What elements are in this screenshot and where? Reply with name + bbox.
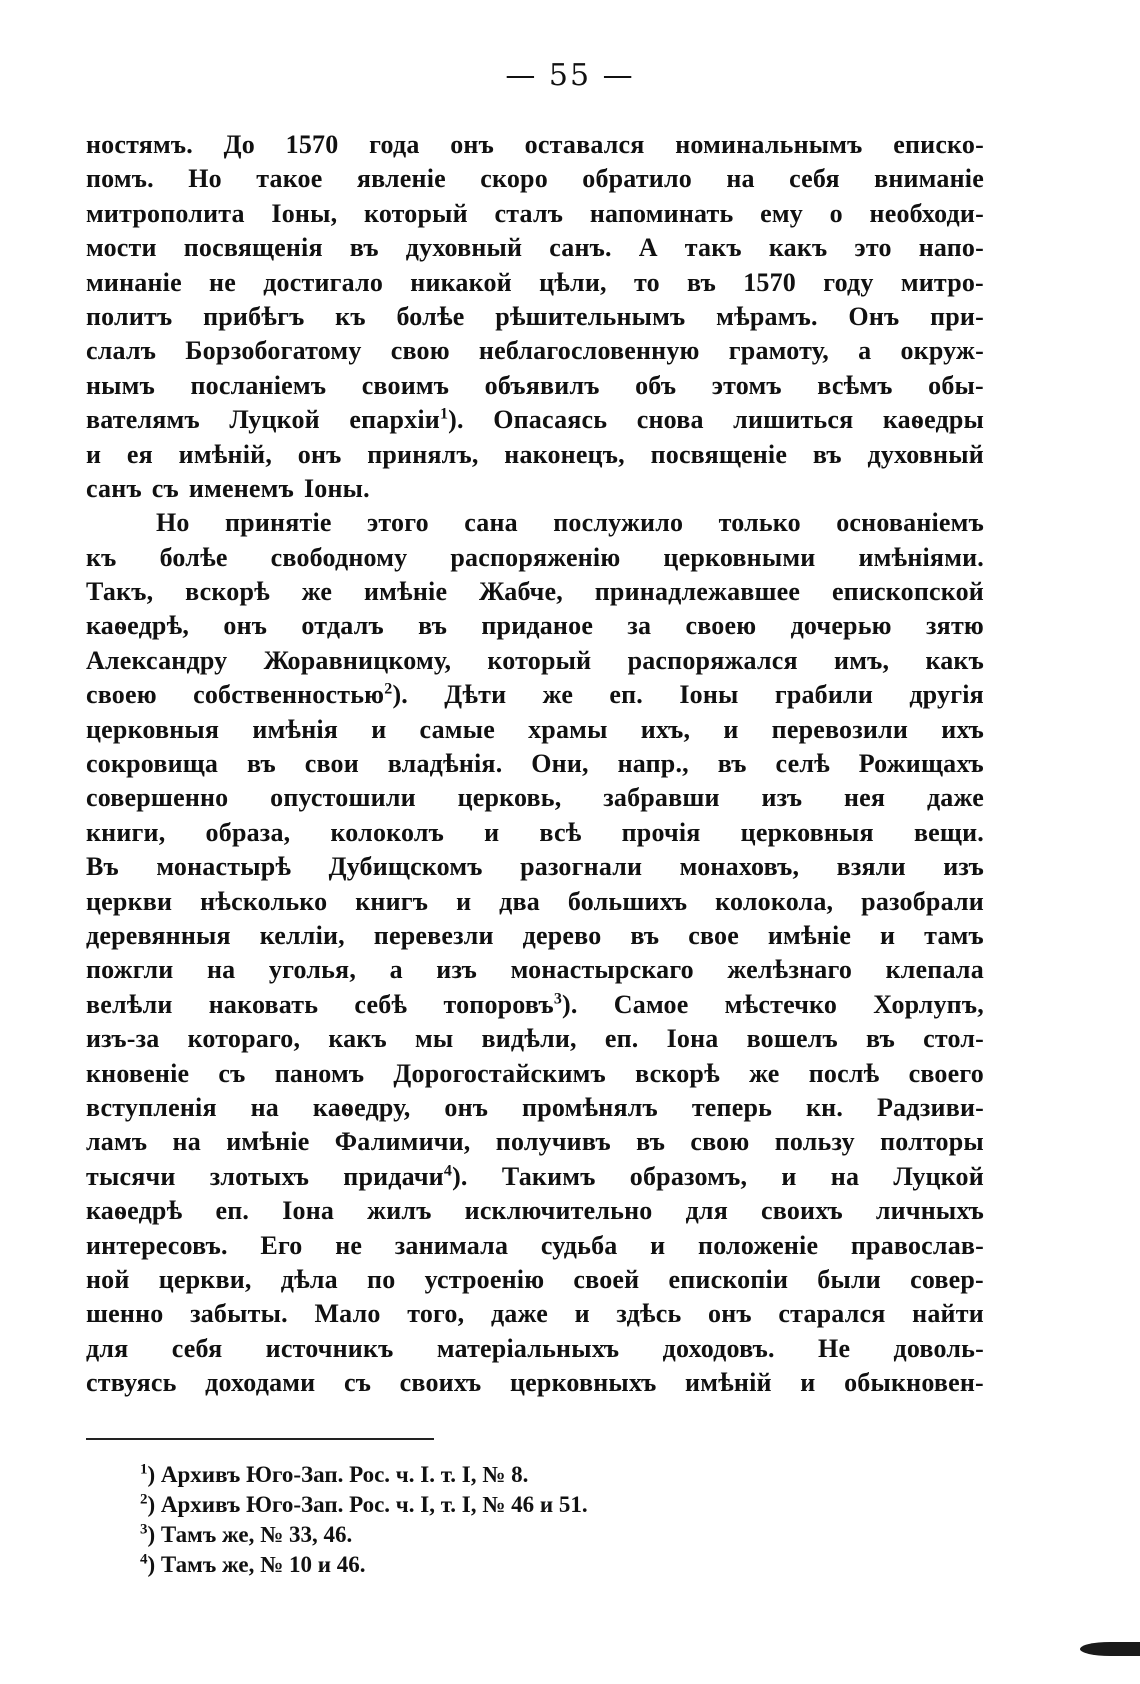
text-line: каѳедрѣ еп. Іона жилъ исключительно для своихъ личныхъ	[86, 1196, 984, 1226]
footnote-text: ) Архивъ Юго-Зап. Рос. ч. I, т. I, № 46 и 51.	[147, 1492, 588, 1517]
text-line: ламъ на имѣніе Фалимичи, получивъ въ свою пользу полторы	[86, 1127, 984, 1157]
footnote-text: ) Тамъ же, № 10 и 46.	[147, 1552, 366, 1577]
footnote-mark: 1	[140, 1461, 148, 1478]
text-line: вателямъ Луцкой епархіи$^1$). Опасаясь снова лишиться каѳедры	[86, 405, 984, 435]
text-line: вступленія на каѳедру, онъ промѣнялъ теперь кн. Радзиви-	[86, 1092, 984, 1122]
text-line: ствуясь доходами съ своихъ церковныхъ имѣній и обыкновен-	[86, 1368, 984, 1398]
text-line: интересовъ. Его не занимала судьба и положеніе православ-	[86, 1230, 984, 1260]
page-number: — 55 —	[505, 58, 635, 93]
text-line: нымъ посланіемъ своимъ объявилъ объ этомъ всѣмъ обы-	[86, 370, 984, 400]
footnote-item	[140, 1520, 940, 1550]
text-line: книги, образа, колоколъ и всѣ прочія церковныя вещи.	[86, 817, 984, 847]
text-line: тысячи злотыхъ придачи$^4$). Такимъ образомъ, и на Луцкой	[86, 1161, 984, 1191]
text-line: деревянныя келліи, перевезли дерево въ свое имѣніе и тамъ	[86, 920, 984, 950]
footnote-text: ) Архивъ Юго-Зап. Рос. ч. I. т. I, № 8.	[147, 1462, 529, 1487]
footnote-mark: 4	[140, 1551, 148, 1568]
text-line: изъ-за котораго, какъ мы видѣли, еп. Іона вошелъ въ стол-	[86, 1024, 984, 1054]
footnote-mark: 3	[140, 1521, 148, 1538]
text-line: Александру Жоравницкому, который распоряжался имъ, какъ	[86, 645, 984, 675]
text-line: минаніе не достигало никакой цѣли, то въ 1570 году митро-	[86, 267, 984, 297]
text-line: для себя источникъ матеріальныхъ доходовъ. Не доволь-	[86, 1333, 984, 1363]
text-line: слалъ Борзобогатому свою неблагословенную грамоту, а окруж-	[86, 336, 984, 366]
footnote-rule	[86, 1438, 434, 1440]
text-line: сокровища въ свои владѣнія. Они, напр., въ селѣ Рожищахъ	[86, 749, 984, 779]
text-line: своею собственностью$^2$). Дѣти же еп. Іоны грабили другія	[86, 680, 984, 710]
text-line: Въ монастырѣ Дубищскомъ разогнали монаховъ, взяли изъ	[86, 852, 984, 882]
footnote-item	[140, 1490, 940, 1520]
text-line: къ болѣе свободному распоряженію церковными имѣніями.	[86, 542, 984, 572]
text-line: церкви нѣсколько книгъ и два большихъ колокола, разобрали	[86, 886, 984, 916]
text-line: церковныя имѣнія и самые храмы ихъ, и перевозили ихъ	[86, 714, 984, 744]
text-line: мости посвященія въ духовный санъ. А такъ какъ это напо-	[86, 233, 984, 263]
text-line: санъ съ именемъ Іоны.	[86, 473, 370, 503]
text-line: Но принятіе этого сана послужило только основаніемъ	[156, 508, 984, 538]
text-line: каѳедрѣ, онъ отдалъ въ приданое за своею дочерью зятю	[86, 611, 984, 641]
footnote-item	[140, 1550, 940, 1580]
scan-edge-mark	[1080, 1642, 1140, 1656]
footnotes	[140, 1460, 940, 1580]
body-text	[86, 128, 984, 1400]
text-line: помъ. Но такое явленіе скоро обратило на себя вниманіе	[86, 164, 984, 194]
footnote-item	[140, 1460, 940, 1490]
text-line: политъ прибѣгъ къ болѣе рѣшительнымъ мѣрамъ. Онъ при-	[86, 301, 984, 331]
footnote-mark: 2	[140, 1491, 148, 1508]
text-line: и ея имѣній, онъ принялъ, наконецъ, посвященіе въ духовный	[86, 439, 984, 469]
text-line: митрополита Іоны, который сталъ напоминать ему о необходи-	[86, 198, 984, 228]
text-line: шенно забыты. Мало того, даже и здѣсь онъ старался найти	[86, 1299, 984, 1329]
text-line: велѣли наковать себѣ топоровъ$^3$). Самое мѣстечко Хорлупъ,	[86, 989, 984, 1019]
text-line: ностямъ. До 1570 года онъ оставался номинальнымъ еписко-	[86, 130, 984, 159]
text-line: кновеніе съ паномъ Дорогостайскимъ вскорѣ же послѣ своего	[86, 1058, 984, 1088]
text-line: совершенно опустошили церковь, забравши изъ нея даже	[86, 783, 984, 813]
text-line: пожгли на уголья, а изъ монастырскаго желѣзнаго клепала	[86, 955, 984, 985]
text-line: Такъ, вскорѣ же имѣніе Жабче, принадлежавшее епископской	[86, 577, 984, 607]
footnote-text: ) Тамъ же, № 33, 46.	[147, 1522, 353, 1547]
text-line: ной церкви, дѣла по устроенію своей епископіи были совер-	[86, 1264, 984, 1294]
